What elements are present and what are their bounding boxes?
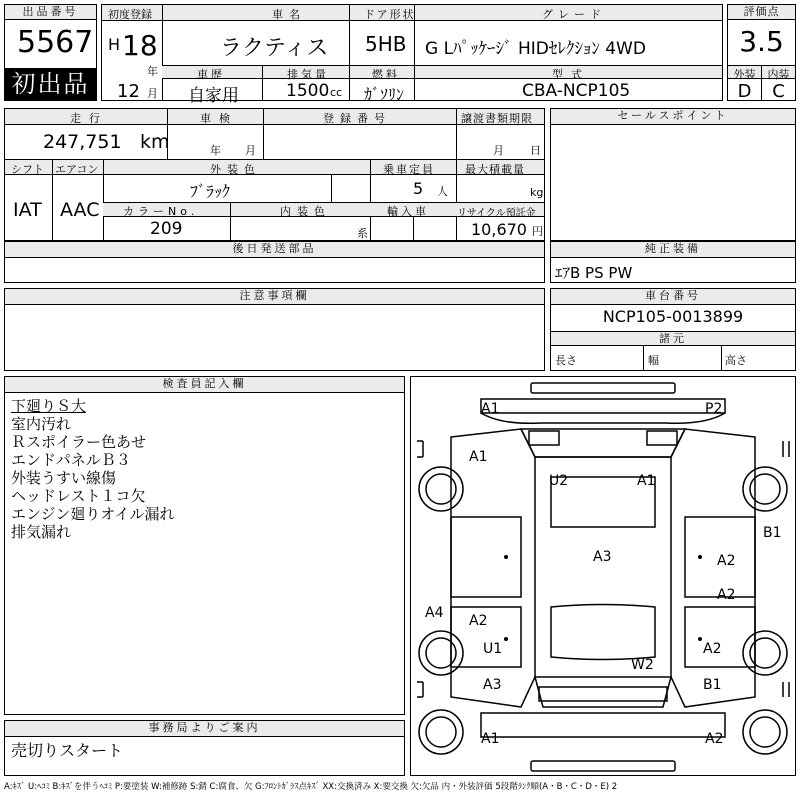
damage-legend: A:ｷｽﾞ U:ﾍｺﾐ B:ｷｽﾞを伴うﾍｺﾐ P:要塗装 W:補修跡 S:錆 C:腐食、欠 G:ﾌﾛﾝﾄｶﾞﾗｽ点ｷｽﾞ XX:交換済み X:要交換 欠:欠品 内・外装評価 5段階ﾗﾝｸ順(A・B・C・D・E) 2 (4, 782, 618, 792)
equipment-label: 純正装備 (551, 242, 795, 258)
transfer-label: 譲渡書類期限 (461, 112, 533, 125)
year-unit: 年 (147, 65, 158, 78)
spec-table (4, 108, 545, 241)
grade-label: グレード (542, 8, 606, 21)
recycle-unit: 円 (532, 225, 543, 238)
lot-label: 出品番号 (5, 5, 96, 20)
later-parts (4, 241, 545, 283)
ac: AAC (60, 199, 100, 221)
reg-year: 18 (122, 29, 158, 62)
capacity-unit: 人 (437, 185, 448, 198)
door-type: 5HB (365, 32, 407, 56)
damage-right-front: B1 (763, 525, 782, 541)
damage-left-door: A2 (469, 613, 488, 629)
capacity: 5 (413, 179, 424, 198)
int-label: 内装 (767, 68, 790, 81)
int-grade: C (772, 81, 785, 102)
insp-month-unit: 月 (245, 144, 256, 157)
inspector-note-8: 排気漏れ (11, 523, 72, 541)
lot-number: 5567 (17, 25, 94, 60)
inspection-label: 車検 (200, 112, 238, 125)
colorno-label: カラーNo. (123, 205, 199, 218)
fuel-label: 燃料 (372, 68, 400, 81)
dim-height: 高さ (725, 354, 747, 367)
notes-label: 注意事項欄 (5, 289, 544, 305)
car-history: 自家用 (188, 86, 239, 106)
disp-unit: cc (330, 86, 343, 99)
damage-right-door-front: A2 (717, 553, 736, 569)
inspector-note-7: エンジン廻りオイル漏れ (11, 505, 175, 523)
insp-year-unit: 年 (210, 144, 221, 157)
inspector-note-1: 下廻りＳ大 (11, 397, 87, 415)
car-name-label: 車名 (272, 8, 306, 21)
ext-grade: D (737, 81, 752, 102)
door-label: ドア形状 (364, 8, 416, 21)
inspector-note-2: 室内汚れ (11, 415, 72, 433)
dim-length: 長さ (555, 354, 577, 367)
damage-rear-left: A1 (481, 731, 500, 747)
mileage-unit: km (140, 131, 170, 153)
disp-label: 排気量 (287, 68, 329, 81)
import-label: 輸入車 (387, 205, 429, 218)
lot-box (4, 4, 97, 101)
regno-label: 登録番号 (323, 112, 391, 125)
recycle-label: リサイクル預託金 (457, 208, 536, 219)
office-label: 事務局よりご案内 (5, 721, 404, 737)
displacement: 1500 (286, 81, 330, 101)
damage-rear-glass: W2 (631, 657, 654, 673)
chassis-label: 車台番号 (551, 289, 795, 305)
inspector-box (4, 376, 405, 715)
office-box (4, 720, 405, 776)
inspector-note-6: ヘッドレスト１コ欠 (11, 487, 146, 505)
exterior-color: ﾌﾞﾗｯｸ (190, 182, 231, 201)
color-label: 外装色 (210, 163, 261, 176)
score-box (727, 4, 796, 101)
car-outline (411, 377, 795, 775)
first-reg-label: 初度登録 (108, 8, 152, 21)
damage-right-rear-fender: A2 (703, 641, 722, 657)
color-number: 209 (150, 219, 183, 239)
damage-left-front: A4 (425, 605, 444, 621)
damage-left-rear-fender: U1 (483, 641, 503, 657)
inspector-note-3: Ｒスポイラー色あせ (11, 433, 147, 451)
model-label: 型式 (552, 68, 590, 81)
equipment: ｴｱB PS PW (555, 264, 633, 282)
damage-roof-front: U2 (549, 473, 569, 489)
reg-month: 12 (117, 81, 140, 102)
damage-left-rear: A3 (483, 677, 502, 693)
transfer-day-unit: 日 (530, 144, 541, 157)
damage-right-door-rear: A2 (717, 587, 736, 603)
recycle-fee: 10,670 (471, 220, 527, 239)
damage-front-left: A1 (481, 401, 500, 417)
chassis-box (550, 288, 796, 371)
office-note: 売切りスタート (11, 741, 124, 760)
grade: G Lﾊﾟｯｹｰｼﾞ HIDｾﾚｸｼｮﾝ 4WD (425, 39, 646, 59)
sales-points (550, 108, 796, 241)
transfer-month-unit: 月 (493, 144, 504, 157)
car-name: ラクティス (220, 36, 329, 61)
mileage: 247,751 (43, 131, 122, 153)
first-listing-badge: 初出品 (5, 68, 96, 100)
later-parts-label: 後日発送部品 (5, 242, 544, 258)
equipment-box (550, 241, 796, 283)
main-header (101, 4, 723, 106)
inspector-label: 検査員記入欄 (5, 377, 404, 393)
load-label: 最大積載量 (465, 163, 525, 176)
load-unit: kg (530, 186, 544, 199)
car-diagram (410, 376, 796, 776)
score-label: 評価点 (728, 5, 795, 20)
inspector-note-5: 外装うすい線傷 (11, 469, 117, 487)
interior-unit: 系 (357, 227, 368, 240)
history-label: 車歴 (197, 68, 225, 81)
ext-label: 外装 (733, 68, 756, 81)
shift: IAT (13, 199, 42, 221)
damage-front-right: P2 (705, 401, 723, 417)
dims-label: 諸元 (551, 331, 795, 346)
notes-box (4, 288, 545, 371)
mileage-label: 走行 (70, 112, 108, 125)
capacity-label: 乗車定員 (383, 163, 435, 176)
dim-width: 幅 (648, 354, 659, 367)
score: 3.5 (739, 25, 784, 58)
chassis-number: NCP105-0013899 (602, 307, 744, 326)
damage-roof-right: A1 (637, 473, 656, 489)
model-code: CBA-NCP105 (522, 81, 631, 101)
month-unit: 月 (147, 87, 158, 100)
sales-label: セールスポイント (551, 109, 795, 125)
damage-rear-right: A2 (705, 731, 724, 747)
damage-right-rear: B1 (703, 677, 722, 693)
inspector-note-4: エンドパネルＢ３ (11, 451, 131, 469)
fuel: ｶﾞｿﾘﾝ (364, 85, 405, 104)
shift-label: シフト (11, 163, 44, 176)
interior-label: 内装色 (280, 205, 331, 218)
damage-roof-mid: A3 (593, 549, 612, 565)
ac-label: エアコン (55, 163, 99, 176)
era: H (108, 35, 121, 54)
damage-hood-left: A1 (469, 449, 488, 465)
